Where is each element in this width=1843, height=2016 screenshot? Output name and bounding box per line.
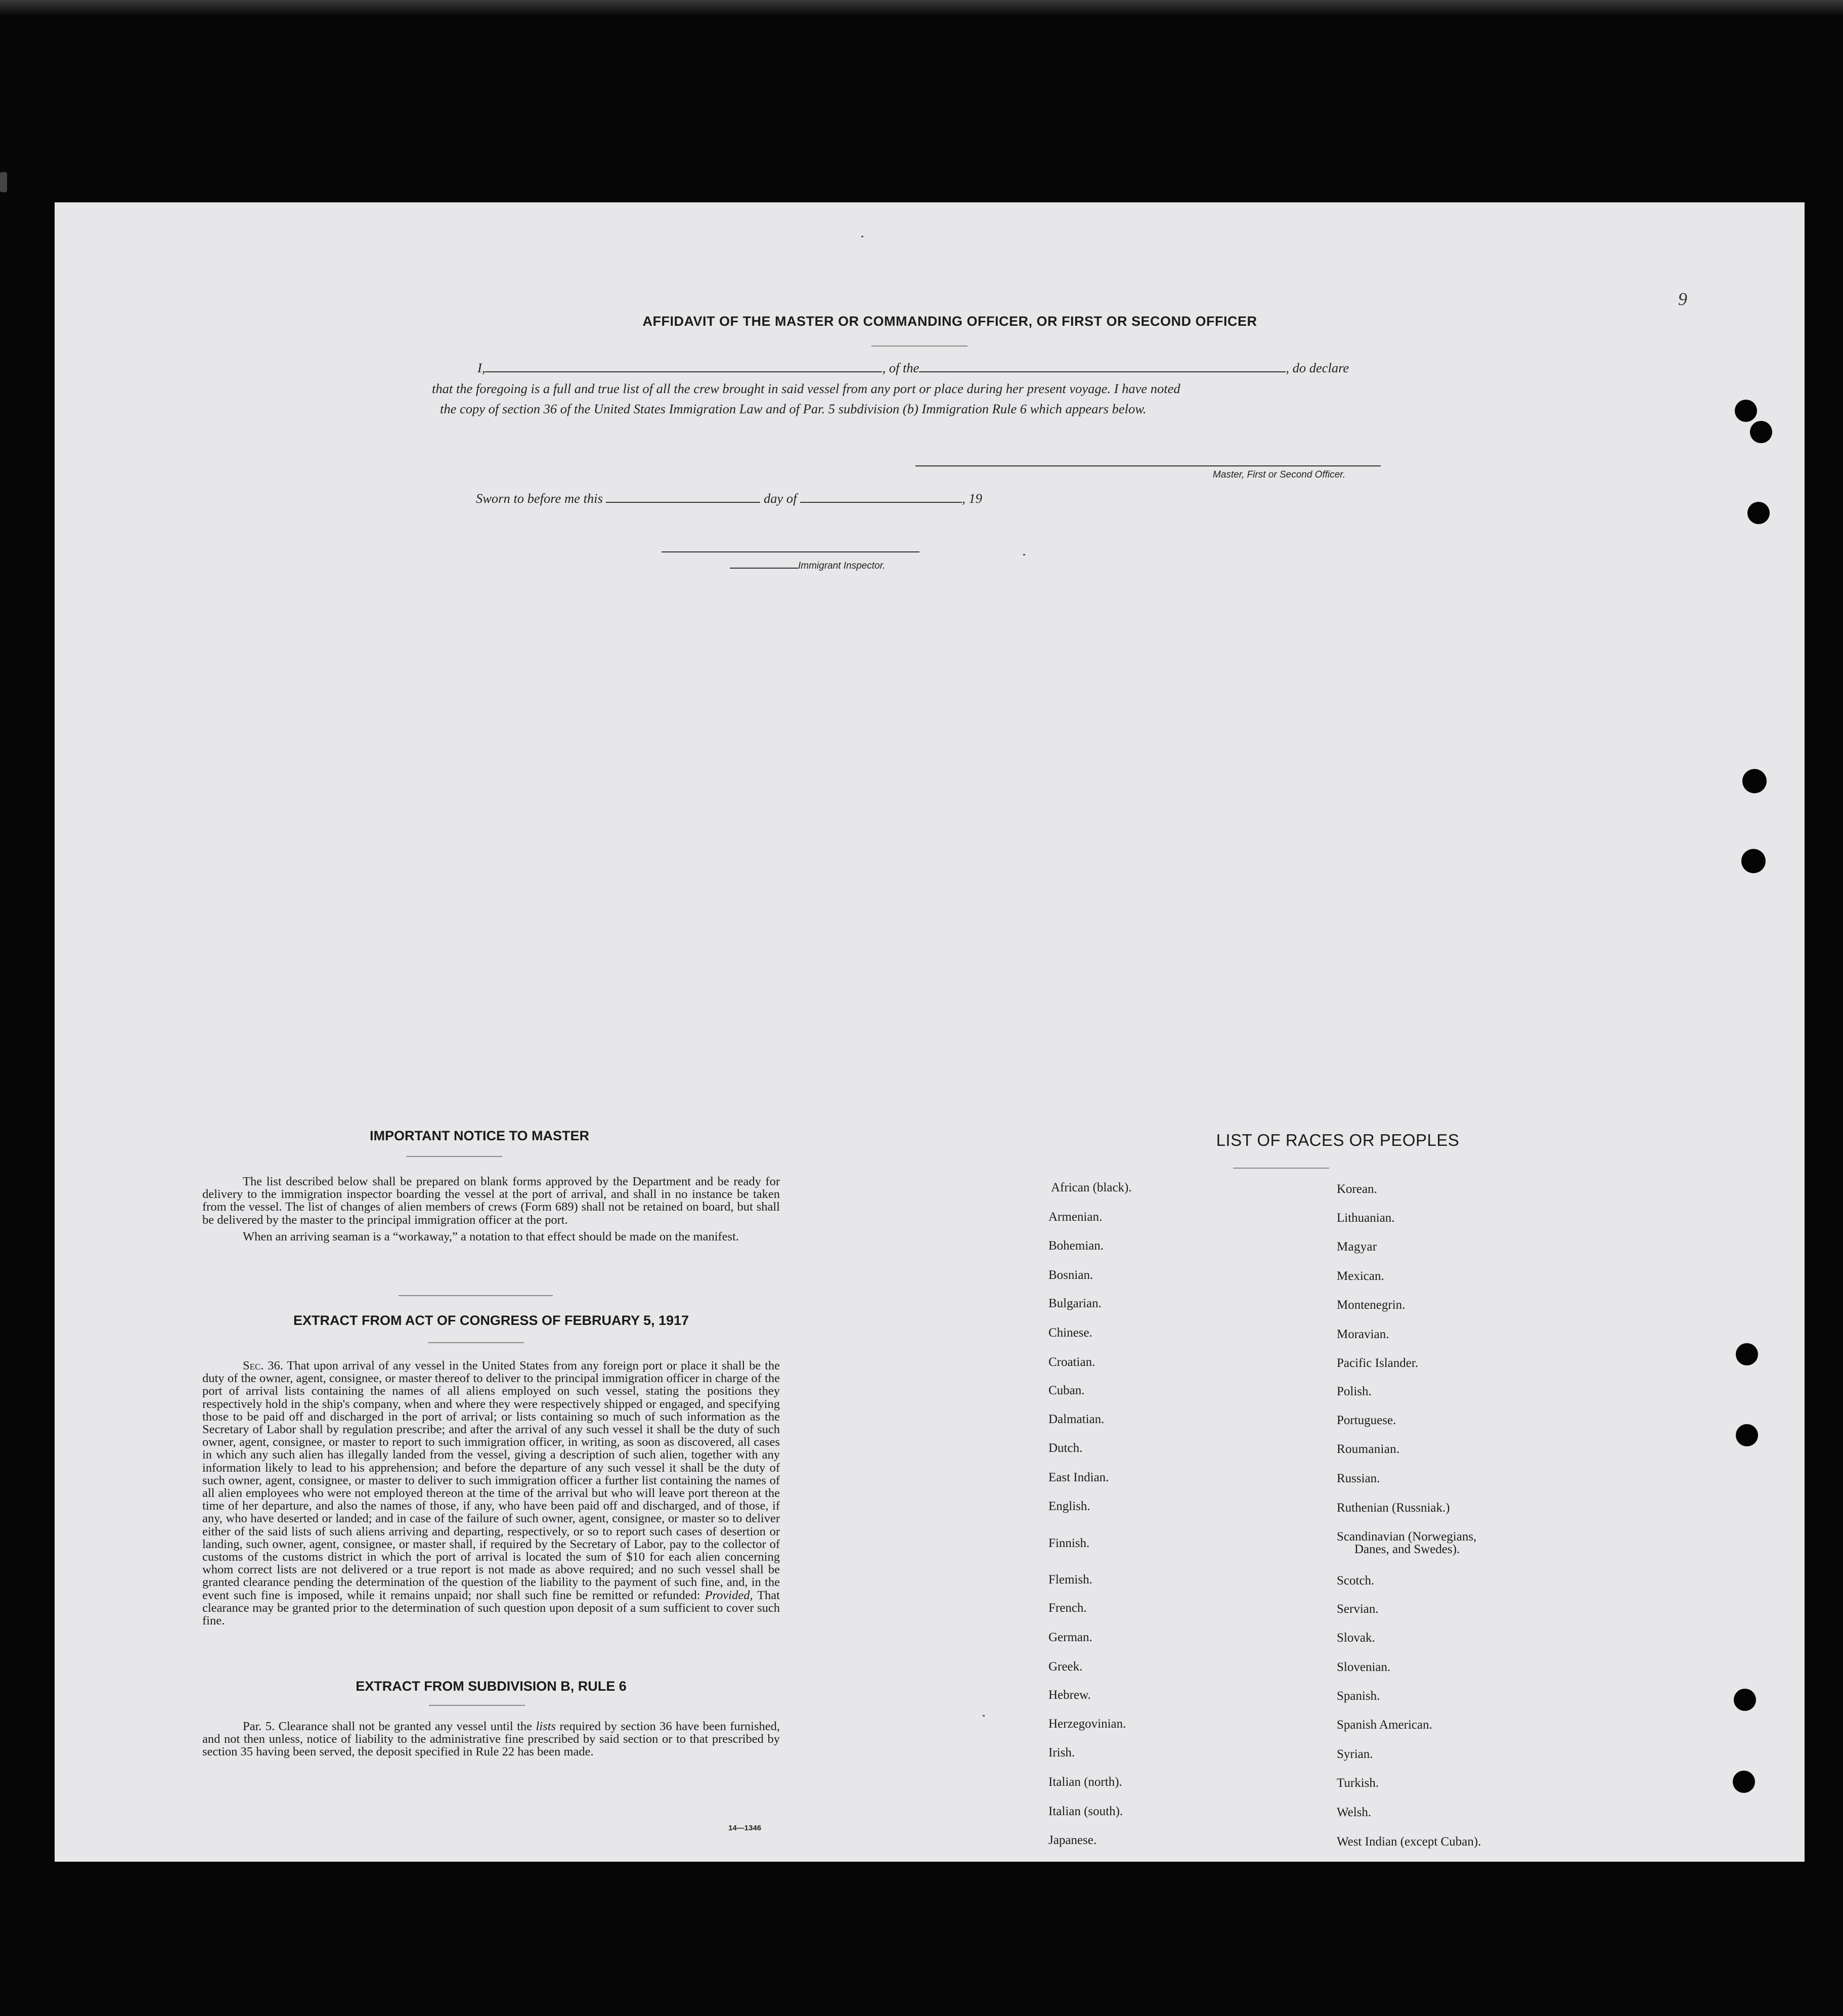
race-item: Greek.: [1048, 1660, 1083, 1674]
rule-text-a: Par. 5. Clearance shall not be granted any vessel until the: [243, 1720, 536, 1733]
race-item: Scandinavian (Norwegians,: [1337, 1530, 1477, 1543]
inspector-caption: [730, 561, 885, 572]
race-item: Herzegovinian.: [1048, 1717, 1126, 1731]
affidavit-title: AFFIDAVIT OF THE MASTER OR COMMANDING OFFICER, OR FIRST OR SECOND OFFICER: [642, 314, 1257, 329]
race-item: Italian (south).: [1048, 1805, 1123, 1818]
race-item: Korean.: [1337, 1182, 1377, 1196]
races-title: LIST OF RACES OR PEOPLES: [1216, 1131, 1460, 1149]
affidavit-line-3: the copy of section 36 of the United States Immigration Law and of Par. 5 subdivision (b) Immigration Rule 6 which appears below.: [440, 401, 1147, 416]
notice-paragraph-2: When an arriving seaman is a “workaway,” a notation to that effect should be made on the manifest.: [243, 1229, 739, 1243]
act-extract-divider: [428, 1342, 524, 1343]
punch-hole: [1742, 769, 1767, 793]
race-item: Bohemian.: [1048, 1239, 1104, 1253]
punch-hole: [1736, 1343, 1758, 1365]
race-item: Flemish.: [1048, 1573, 1092, 1586]
notice-title: IMPORTANT NOTICE TO MASTER: [370, 1128, 589, 1143]
race-item: Roumanian.: [1337, 1442, 1400, 1456]
year-text: , 19: [962, 491, 982, 506]
punch-hole: [1735, 400, 1757, 422]
race-item: Russian.: [1337, 1472, 1380, 1485]
rule-extract-body: [202, 1720, 780, 1758]
race-item: Irish.: [1048, 1746, 1075, 1760]
race-item: Turkish.: [1337, 1776, 1379, 1790]
race-item: Hebrew.: [1048, 1688, 1091, 1702]
affidavit-line-2: that the foregoing is a full and true list of all the crew brought in said vessel from any port or place during her present voyage. I have noted: [432, 381, 1180, 396]
punch-hole: [1750, 421, 1772, 443]
title-divider: [871, 346, 968, 347]
race-item: Welsh.: [1337, 1806, 1372, 1819]
race-item: Armenian.: [1048, 1210, 1103, 1224]
punch-hole: [1733, 1771, 1755, 1793]
race-item: Magyar: [1337, 1240, 1377, 1254]
race-item: Pacific Islander.: [1337, 1356, 1419, 1370]
lists-word: lists: [536, 1720, 556, 1733]
race-item: Dalmatian.: [1048, 1412, 1105, 1426]
race-item: Montenegrin.: [1337, 1298, 1406, 1312]
sworn-line: [476, 491, 982, 506]
race-item: Syrian.: [1337, 1747, 1373, 1761]
race-item: Cuban.: [1048, 1384, 1085, 1397]
race-item: English.: [1048, 1499, 1090, 1513]
i-prefix: I,: [477, 360, 486, 375]
race-item: Spanish American.: [1337, 1718, 1432, 1732]
race-item: West Indian (except Cuban).: [1337, 1835, 1481, 1849]
race-item: Ruthenian (Russniak.): [1337, 1501, 1450, 1515]
speck: [1023, 554, 1025, 555]
race-item-continuation: Danes, and Swedes).: [1354, 1542, 1460, 1556]
speck: [861, 236, 863, 237]
rule-text-b: required by section 36 have been furnished, and not then unless, notice of liability to the administrative fine prescribed by said section or to that prescribed by section 35 having been served, the deposit specified in Rule 22 has been made.: [202, 1720, 780, 1759]
race-item: Mexican.: [1337, 1269, 1384, 1283]
races-divider: [1233, 1168, 1329, 1169]
section-36-text-end: That clearance may be granted prior to the determination of such question upon deposit of a sum sufficient to cover such fine.: [202, 1588, 780, 1628]
master-caption: Master, First or Second Officer.: [1213, 469, 1346, 480]
race-item: East Indian.: [1048, 1471, 1109, 1484]
sworn-text: Sworn to before me this: [476, 491, 603, 506]
race-item: Italian (north).: [1048, 1775, 1122, 1789]
notice-divider: [406, 1156, 502, 1157]
section-divider-1: [399, 1295, 553, 1296]
inspector-blank: [730, 562, 798, 569]
race-item: French.: [1048, 1601, 1087, 1615]
race-item: Croatian.: [1048, 1355, 1095, 1369]
race-item: Spanish.: [1337, 1689, 1380, 1703]
race-item: Lithuanian.: [1337, 1211, 1395, 1225]
film-frame-edge: [0, 0, 1843, 15]
race-item: Chinese.: [1048, 1326, 1092, 1340]
provided-word: Provided,: [705, 1588, 753, 1602]
race-item: Polish.: [1337, 1385, 1372, 1398]
race-item: Slovenian.: [1337, 1660, 1391, 1674]
speck: [983, 1715, 985, 1717]
punch-hole: [1734, 1689, 1756, 1711]
document-sheet: [55, 202, 1805, 1862]
race-item: Servian.: [1337, 1602, 1379, 1616]
form-number: 14—1346: [728, 1824, 762, 1832]
inspector-caption-text: Immigrant Inspector.: [798, 561, 886, 571]
scan-edge-mark: [0, 172, 7, 192]
race-item: Bulgarian.: [1048, 1297, 1102, 1310]
race-item: African (black).: [1051, 1181, 1132, 1194]
section-36-text: That upon arrival of any vessel in the United States from any foreign port or place it shall be the duty of the owner, agent, consignee, or master thereof to deliver to the principal immigration officer in charge of the port of arrival lists containing the names of all aliens employed on such vessel, stating the positions they respectively hold in the ship's company, when and where they were respectively shipped or engaged, and specifying those to be paid off and discharged in the port of arrival; or lists containing so much of such information as the Secretary of Labor shall by regulation prescribe; and after the arrival of any such vessel it shall be the duty of such owner, agent, consignee, or master to report to such immigration officer, in writing, as soon as discovered, all cases in which any such alien has illegally landed from the vessel, giving a description of such alien, together with any information likely to lead to his apprehension; and before the departure of any such vessel it shall be the duty of such owner, agent, consignee, or master to deliver to such immigration officer a further list containing the names of all alien employees who were not employed thereon at the time of the arrival but who will leave port thereon at the time of her departure, and also the names of those, if any, who have been paid off and discharged, and of those, if any, who have deserted or landed; and in case of the failure of such owner, agent, consignee, or master so to deliver either of the said lists of such aliens arriving and departing, respectively, or so to report such cases of desertion or landing, such owner, agent, consignee, or master shall, if required by the Secretary of Labor, pay to the collector of customs of the customs district in which the port of arrival is located the sum of $10 for each alien concerning whom correct lists are not delivered or a true report is not made as above required; and no such vessel shall be granted clearance pending the determination of the question of the liability to the payment of such fine, and, in the event such fine is imposed, while it remains unpaid; nor shall such fine be remitted or refunded:: [202, 1359, 780, 1602]
master-signature-line: [915, 465, 1381, 466]
rule-extract-title: EXTRACT FROM SUBDIVISION B, RULE 6: [356, 1679, 627, 1694]
inspector-signature-line: [662, 551, 919, 552]
punch-hole: [1747, 502, 1770, 524]
vessel-blank: [919, 362, 1286, 372]
punch-hole: [1741, 849, 1766, 873]
race-item: Dutch.: [1048, 1441, 1083, 1455]
race-item: German.: [1048, 1631, 1092, 1644]
page-number: 9: [1678, 289, 1687, 309]
day-blank: [606, 493, 760, 503]
race-item: Moravian.: [1337, 1327, 1389, 1341]
punch-hole: [1736, 1424, 1758, 1446]
rule-extract-divider: [429, 1705, 525, 1706]
of-the-text: , of the: [882, 360, 919, 375]
act-extract-title: EXTRACT FROM ACT OF CONGRESS OF FEBRUARY 5, 1917: [293, 1313, 689, 1328]
race-item: Bosnian.: [1048, 1268, 1093, 1282]
do-declare-text: , do declare: [1286, 360, 1349, 375]
race-item: Portuguese.: [1337, 1413, 1396, 1427]
race-item: Slovak.: [1337, 1631, 1375, 1645]
race-item: Japanese.: [1048, 1833, 1097, 1847]
month-blank: [800, 493, 962, 503]
notice-paragraph-1: The list described below shall be prepared on blank forms approved by the Department and be ready for delivery to the immigration inspector boarding the vessel at the port of arrival, and shall in no instance be taken from the vessel. The list of changes of alien members of crews (Form 689) shall not be retained on board, but shall be delivered by the master to the principal immigration officer at the port.: [202, 1175, 780, 1227]
section-label: Sec. 36.: [243, 1359, 283, 1372]
day-of-text: day of: [764, 491, 797, 506]
affidavit-line-1: [477, 360, 1349, 376]
act-extract-body: [202, 1359, 780, 1627]
name-blank: [485, 362, 882, 372]
race-item: Scotch.: [1337, 1574, 1375, 1588]
notice-body: [202, 1175, 780, 1243]
race-item: Finnish.: [1048, 1536, 1090, 1550]
